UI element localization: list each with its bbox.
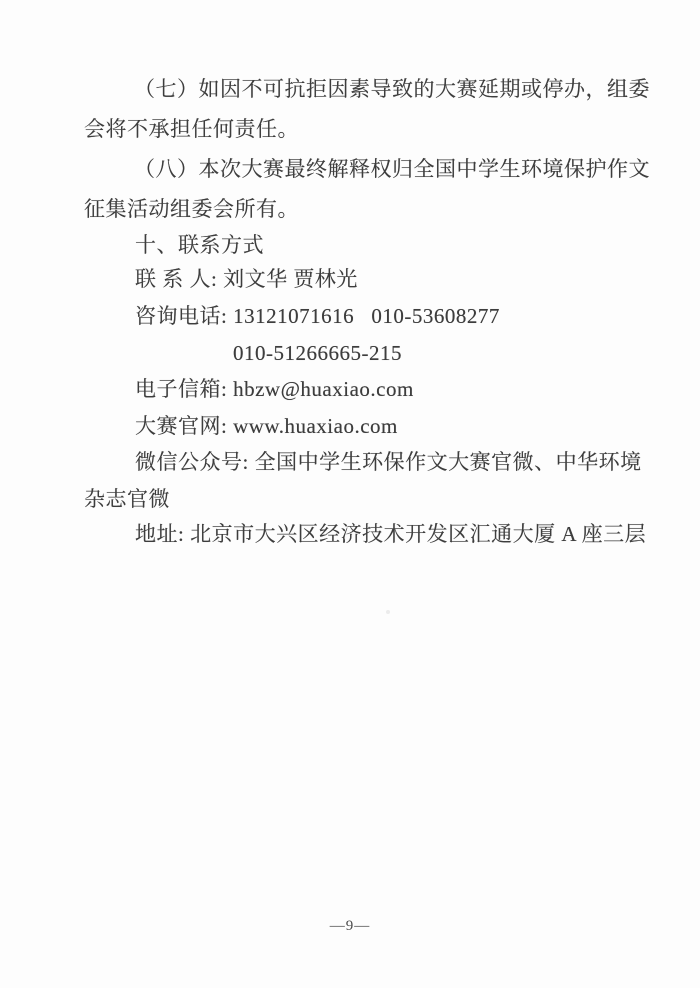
email-line: 电子信箱: hbzw@huaxiao.com [135,377,414,401]
scan-artifact-speck [386,610,390,614]
wechat-accounts-line-2: 杂志官微 [84,487,170,511]
page-number: —9— [329,918,371,934]
clause-8-text-line-2: 征集活动组委会所有。 [84,197,299,221]
phone-numbers-line-1: 咨询电话: 13121071616 010-53608277 [135,304,500,328]
website-line: 大赛官网: www.huaxiao.com [135,414,398,438]
clause-7-text-line-1: （七）如因不可抗拒因素导致的大赛延期或停办，组委 [134,77,650,101]
contact-person-line: 联 系 人: 刘文华 贾林光 [135,267,358,291]
clause-8-text-line-1: （八）本次大赛最终解释权归全国中学生环境保护作文 [134,157,650,181]
section-heading-contact: 十、联系方式 [135,233,264,257]
address-line: 地址: 北京市大兴区经济技术开发区汇通大厦 A 座三层 [135,522,647,546]
wechat-accounts-line-1: 微信公众号: 全国中学生环保作文大赛官微、中华环境 [135,450,642,474]
phone-numbers-line-2: 010-51266665-215 [233,341,402,365]
clause-7-text-line-2: 会将不承担任何责任。 [84,117,299,141]
